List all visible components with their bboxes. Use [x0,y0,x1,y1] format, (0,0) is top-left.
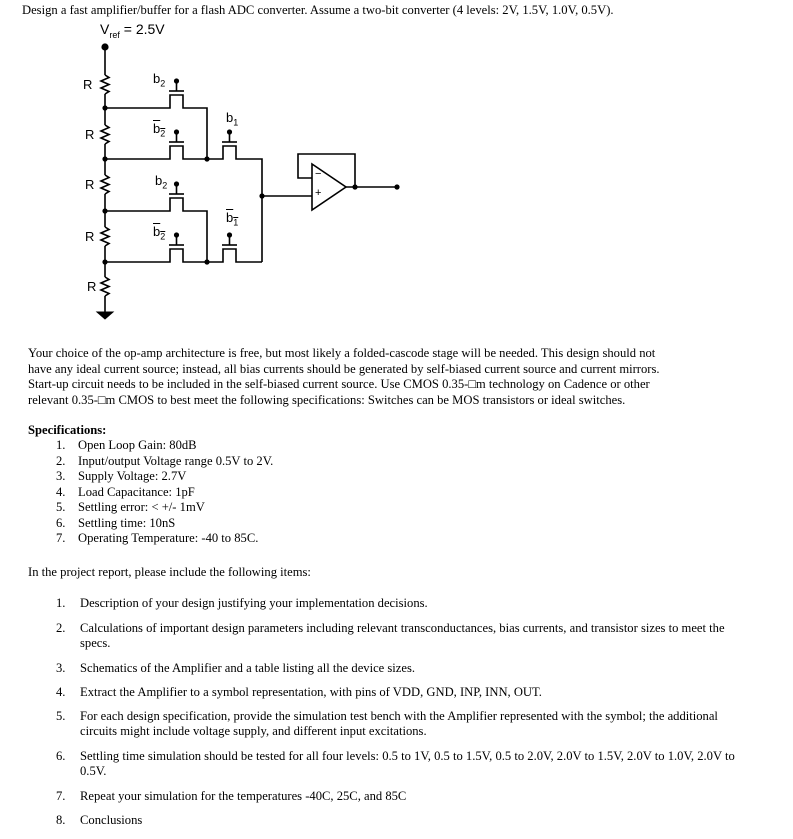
b2-bar-label: $b_2$ [153,224,166,242]
report-item: 7. Repeat your simulation for the temperatures -40C, 25C, and 85C [56,789,407,803]
spec-item: 6. Settling time: 10nS [56,515,176,530]
resistor-label: R [87,279,97,294]
spec-item: 2. Input/output Voltage range 0.5V to 2V. [56,453,274,468]
resistor-label: R [85,127,95,142]
report-item: 5. For each design specification, provide the simulation test bench with the Amplifier represented with the symbol; the additional circuits might include voltage supply, and different input excitations. [56,709,718,738]
vref-label: $V_{ref} = 2.5V$ [100,21,165,40]
report-item: 3. Schematics of the Amplifier and a table listing all the device sizes. [56,661,416,675]
switch-b2bar-bottom [105,232,262,262]
report-item: 8. Conclusions [56,813,143,827]
report-item: 1. Description of your design justifying your implementation decisions. [56,596,428,610]
resistor-label: R [83,77,93,92]
report-item: 2. Calculations of important design parameters including relevant transconductances, bias currents, and transistor sizes to meet the specs. [56,621,725,650]
spec-item: 1. Open Loop Gain: 80dB [56,438,197,452]
spec-item: 4. Load Capacitance: 1pF [56,484,195,499]
paragraph-line: relevant 0.35-□m CMOS to best meet the following specifications: Switches can be MOS transistors or ideal switches. [28,392,626,407]
b1-bar-label: $b_1$ [226,210,239,228]
problem-title: Design a fast amplifier/buffer for a flash ADC converter. Assume a two-bit converter (4 levels: 2V, 1.5V, 1.0V, 0.5V). [22,3,614,17]
resistor-5 [101,277,109,296]
resistor-label: R [85,177,95,192]
spec-item: 3. Supply Voltage: 2.7V [56,469,187,483]
spec-item: 5. Settling error: < +/- 1mV [56,500,205,514]
vref-node [102,44,108,50]
resistor-ladder [97,75,113,319]
resistor-1 [101,75,109,94]
opamp-buffer [262,154,397,210]
opamp-minus-label: − [315,168,322,180]
b2-label: $b_2$ [155,173,168,191]
opamp-plus-label: + [315,187,322,199]
b1-label: $b_1$ [226,110,239,128]
paragraph-line: have any ideal current source; instead, all bias currents should be generated by self-biased current source and current mirrors. [28,361,660,376]
switch-b2-top [105,78,207,159]
specs-heading: Specifications: [28,423,107,437]
resistor-2 [101,125,109,144]
report-item: 4. Extract the Amplifier to a symbol representation, with pins of VDD, GND, INP, INN, OUT. [56,685,542,699]
resistor-3 [101,175,109,194]
report-intro: In the project report, please include the following items: [28,565,311,579]
paragraph-line: Your choice of the op-amp architecture is free, but most likely a folded-cascode stage will be needed. This design should not [28,346,656,360]
switch-b2bar-top [105,129,262,262]
switch-b2-bottom [105,181,207,262]
flash-adc-buffer-schematic [0,0,793,340]
resistor-4 [101,227,109,246]
report-item: 6. Settling time simulation should be tested for all four levels: 0.5 to 1V, 0.5 to 1.5V, 0.5 to 2.0V, 2.0V to 1.5V, 2.0V to 1.0V, 2.0V to 0.5V. [56,749,735,778]
resistor-label: R [85,229,95,244]
ground-icon [97,312,113,319]
b2-bar-label: $b_2$ [153,121,166,139]
b2-label: $b_2$ [153,71,166,89]
spec-item: 7. Operating Temperature: -40 to 85C. [56,531,259,545]
paragraph-line: Start-up circuit needs to be included in the self-biased current source. Use CMOS 0.35-□m technology on Cadence or other [28,377,650,391]
